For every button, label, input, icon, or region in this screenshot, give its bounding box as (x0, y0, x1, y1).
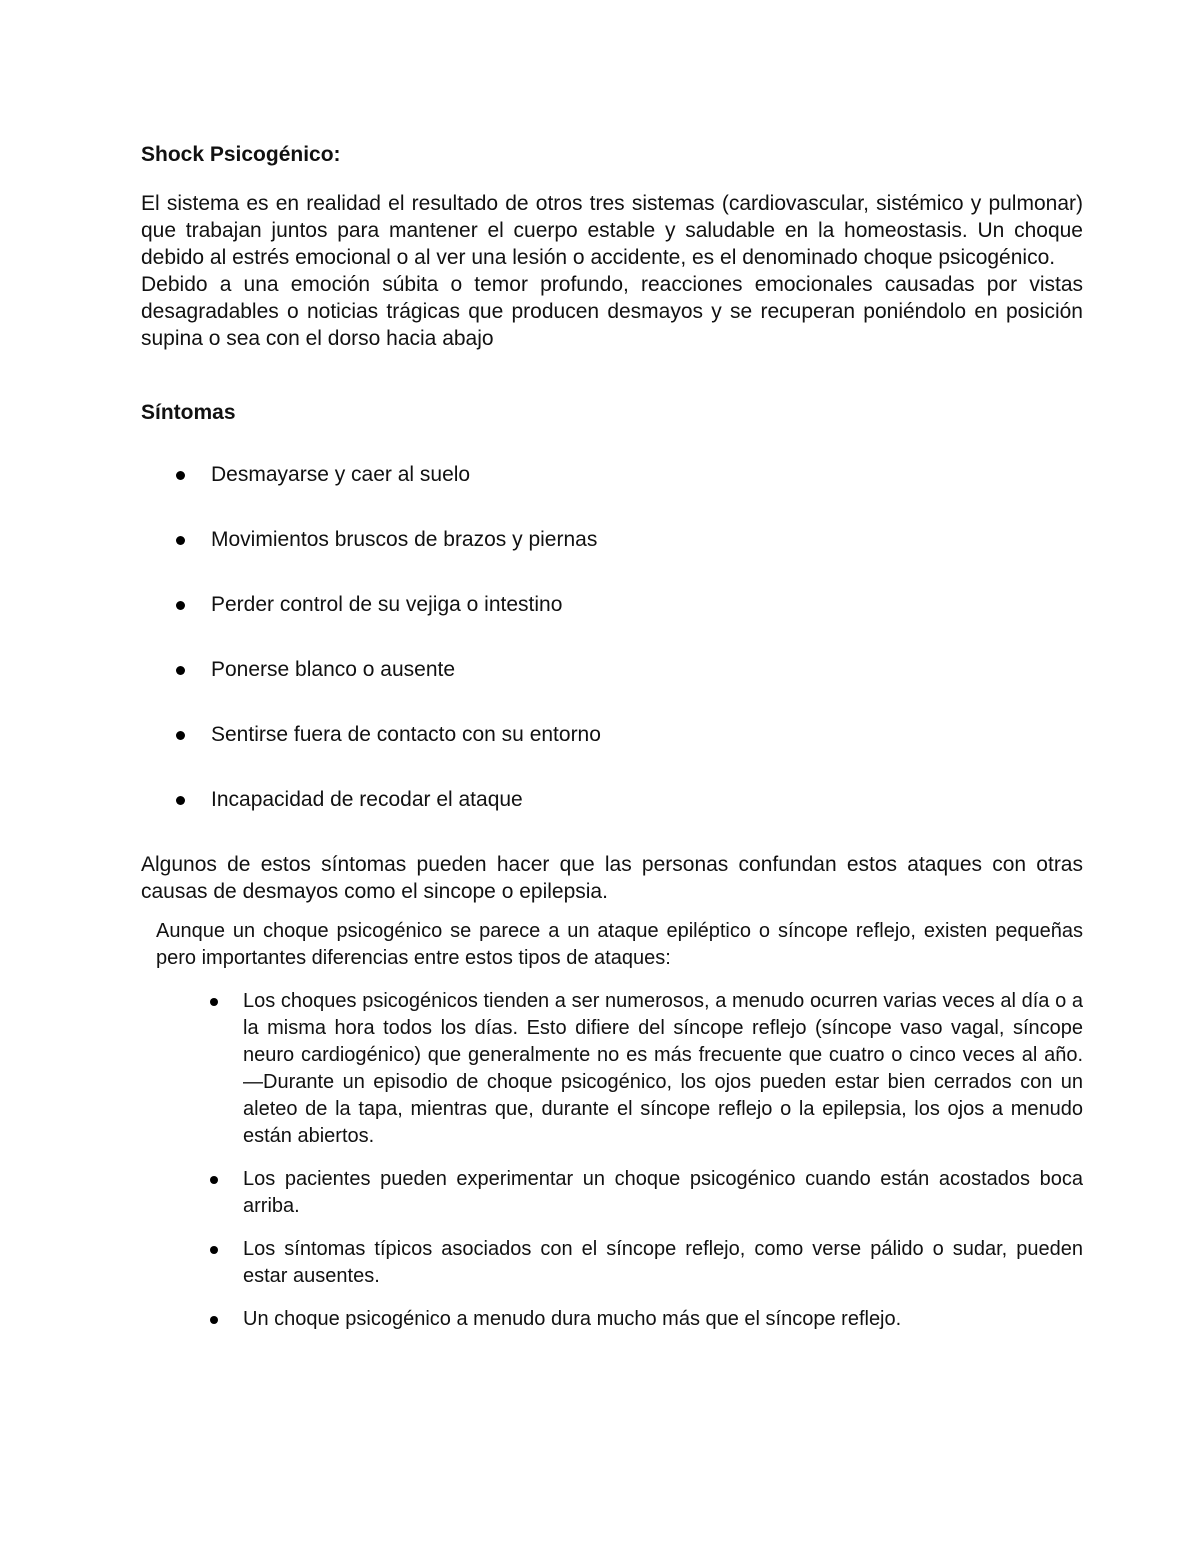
symptom-text: Incapacidad de recodar el ataque (211, 788, 523, 811)
symptom-item (141, 786, 1083, 813)
symptom-item (141, 656, 1083, 683)
bullet-icon (210, 1176, 218, 1184)
difference-item (156, 1306, 1083, 1333)
document-title: Shock Psicogénico: (141, 143, 341, 166)
symptom-text: Sentirse fuera de contacto con su entorno (211, 723, 601, 746)
symptom-item (141, 526, 1083, 553)
difference-text: Los pacientes pueden experimentar un choque psicogénico cuando están acostados boca arriba. (243, 1168, 1083, 1217)
bullet-icon (210, 1316, 218, 1324)
bullet-icon (210, 998, 218, 1006)
intro-paragraph: El sistema es en realidad el resultado de otros tres sistemas (cardiovascular, sistémico y pulmonar) que trabajan juntos para mantener el cuerpo estable y saludable en la homeostasis. Un choque debido al estrés emocional o al ver una lesión o accidente, es el denominado choque psicogénico. (141, 192, 1083, 269)
bullet-icon (176, 471, 185, 480)
difference-item (156, 1236, 1083, 1290)
bullet-icon (176, 731, 185, 740)
differences-section (141, 918, 1083, 1333)
difference-text: Un choque psicogénico a menudo dura mucho más que el síncope reflejo. (243, 1308, 902, 1330)
symptom-text: Desmayarse y caer al suelo (211, 463, 471, 486)
difference-text: Los choques psicogénicos tienden a ser numerosos, a menudo ocurren varias veces al día o a la misma hora todos los días. Esto difiere del síncope reflejo (síncope vaso vagal, síncope neuro cardiogénico) que generalmente no es más frecuente que cuatro o cinco veces al año. ―Durante un episodio de choque psicogénico, los ojos pueden estar bien cerrados con un aleteo de la tapa, mientras que, durante el síncope reflejo o la epilepsia, los ojos a menudo están abiertos. (243, 990, 1083, 1147)
difference-item (156, 988, 1083, 1150)
difference-text: Los síntomas típicos asociados con el síncope reflejo, como verse pálido o sudar, pueden estar ausentes. (243, 1238, 1083, 1287)
cause-paragraph: Debido a una emoción súbita o temor profundo, reacciones emocionales causadas por vistas desagradables o noticias trágicas que producen desmayos y se recuperan poniéndolo en posición supina o sea con el dorso hacia abajo (141, 273, 1083, 350)
bullet-icon (176, 666, 185, 675)
symptoms-list (141, 461, 1083, 813)
symptom-item (141, 721, 1083, 748)
difference-item (156, 1166, 1083, 1220)
differences-list (156, 988, 1083, 1333)
bullet-icon (210, 1246, 218, 1254)
symptom-text: Ponerse blanco o ausente (211, 658, 456, 681)
symptom-item (141, 591, 1083, 618)
bullet-icon (176, 601, 185, 610)
symptom-item (141, 461, 1083, 488)
bullet-icon (176, 536, 185, 545)
bullet-icon (176, 796, 185, 805)
symptoms-heading: Síntomas (141, 401, 236, 424)
symptom-text: Movimientos bruscos de brazos y piernas (211, 528, 598, 551)
symptom-text: Perder control de su vejiga o intestino (211, 593, 563, 616)
differences-intro: Aunque un choque psicogénico se parece a un ataque epiléptico o síncope reflejo, existen pequeñas pero importantes diferencias entre estos tipos de ataques: (156, 920, 1083, 969)
document-body (141, 140, 1083, 1349)
symptoms-note: Algunos de estos síntomas pueden hacer que las personas confundan estos ataques con otras causas de desmayos como el sincope o epilepsia. (141, 853, 1083, 903)
